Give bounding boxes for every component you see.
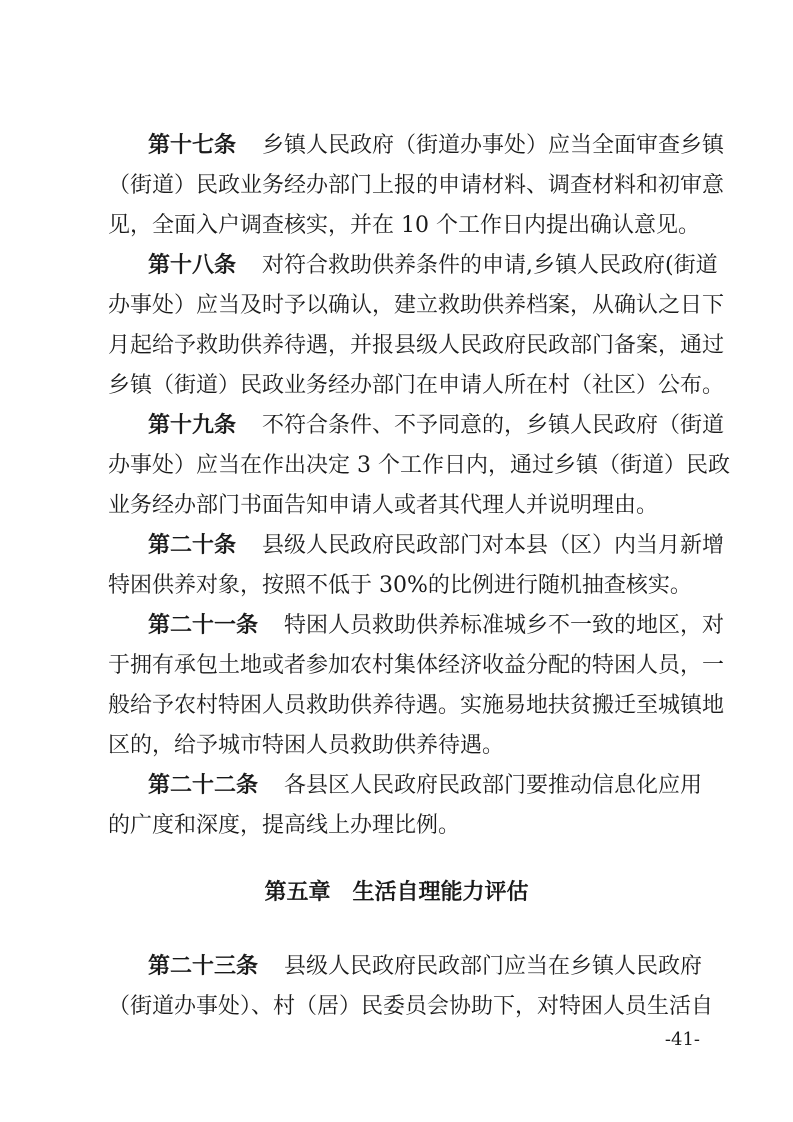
article-text: 特困供养对象，按照不低于 30%的比例进行随机抽查核实。 <box>108 573 692 598</box>
article-text: 各县区人民政府民政部门要推动信息化应用 <box>284 773 703 798</box>
article-text: 不符合条件、不予同意的，乡镇人民政府（街道 <box>262 413 725 438</box>
article-text: 业务经办部门书面告知申请人或者其代理人并说明理由。 <box>108 493 659 518</box>
article-text: 月起给予救助供养待遇，并报县级人民政府民政部门备案，通过 <box>108 333 725 358</box>
article-text: 见，全面入户调查核实，并在 10 个工作日内提出确认意见。 <box>108 213 700 238</box>
article-text: 于拥有承包土地或者参加农村集体经济收益分配的特困人员，一 <box>108 653 725 678</box>
article-label: 第二十条 <box>148 533 237 558</box>
article-text: 办事处）应当在作出决定 3 个工作日内，通过乡镇（街道）民政 <box>108 453 730 478</box>
article-label: 第十九条 <box>148 413 237 438</box>
article-label: 第二十二条 <box>148 773 259 798</box>
article-text: 对符合救助供养条件的申请,乡镇人民政府(街道 <box>262 253 718 278</box>
article-text: （街道）民政业务经办部门上报的申请材料、调查材料和初审意 <box>108 173 725 198</box>
article-text: 区的，给予城市特困人员救助供养待遇。 <box>108 733 505 758</box>
article-text: 般给予农村特困人员救助供养待遇。实施易地扶贫搬迁至城镇地 <box>108 693 725 718</box>
article-text: 特困人员救助供养标准城乡不一致的地区，对 <box>284 613 725 638</box>
article-label: 第十七条 <box>148 133 237 158</box>
article-text: 办事处）应当及时予以确认，建立救助供养档案，从确认之日下 <box>108 293 725 318</box>
article-text: 乡镇（街道）民政业务经办部门在申请人所在村（社区）公布。 <box>108 373 725 398</box>
chapter-heading <box>0 873 793 913</box>
article-text: 的广度和深度，提高线上办理比例。 <box>108 813 461 838</box>
article-label: 第二十三条 <box>148 954 259 979</box>
article-text: 县级人民政府民政部门对本县（区）内当月新增 <box>262 533 725 558</box>
article-label: 第十八条 <box>148 253 237 278</box>
chapter-number: 第五章 <box>264 880 331 905</box>
chapter-title: 生活自理能力评估 <box>352 880 529 905</box>
article-text: （街道办事处）、村（居）民委员会协助下，对特困人员生活自 <box>108 994 714 1019</box>
page-number: -41- <box>664 1029 700 1050</box>
article-text: 县级人民政府民政部门应当在乡镇人民政府 <box>284 954 703 979</box>
article-text: 乡镇人民政府（街道办事处）应当全面审查乡镇 <box>262 133 725 158</box>
article-label: 第二十一条 <box>148 613 259 638</box>
